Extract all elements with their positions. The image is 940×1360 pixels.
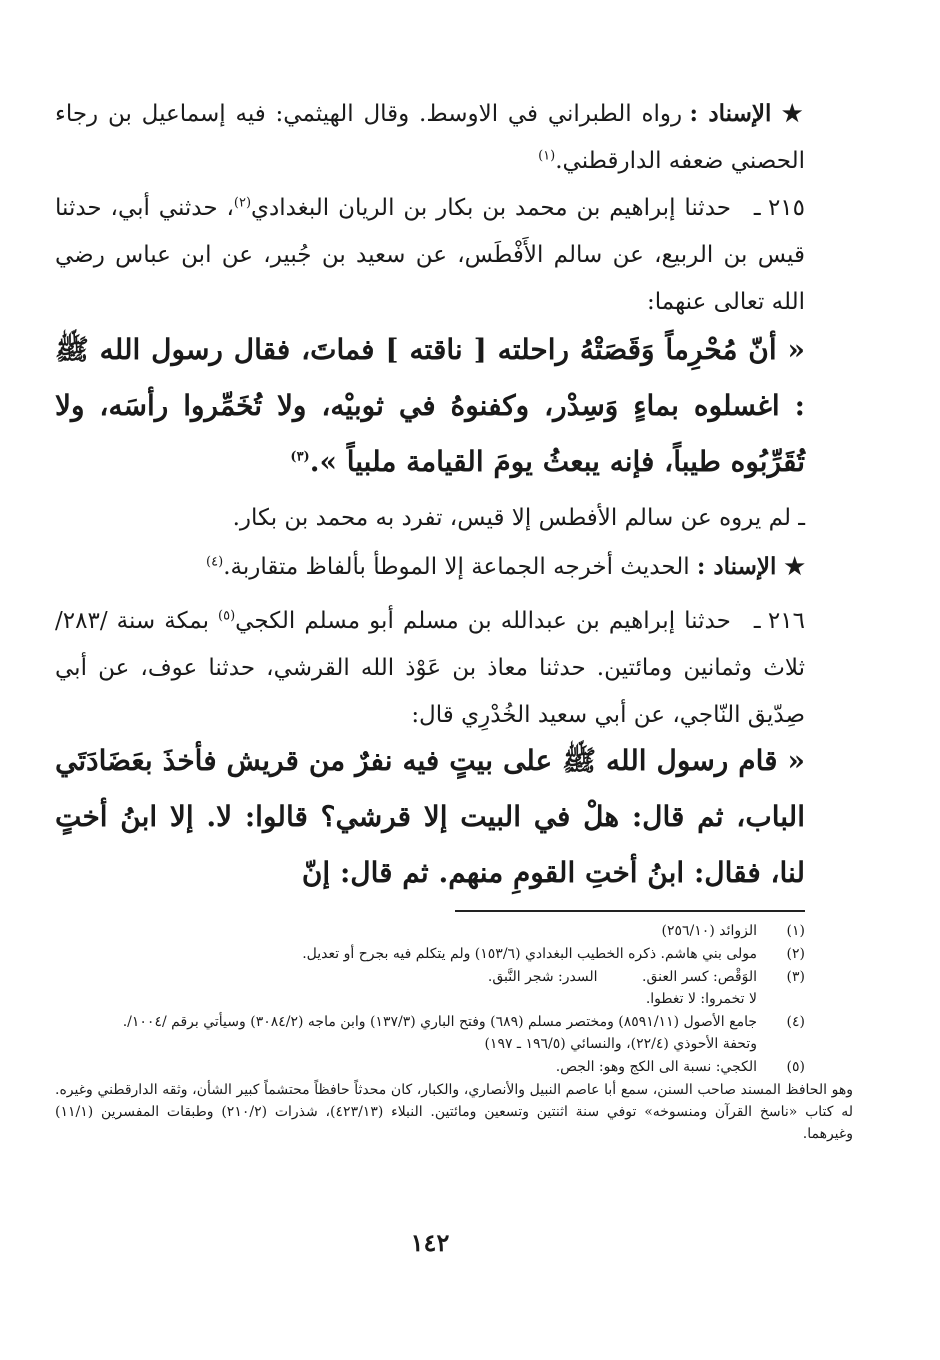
isnad-text: رواه الطبراني في الاوسط. وقال الهيثمي: فيه إسماعيل بن رجاء الحصني ضعفه الدارقطني.	[55, 101, 805, 174]
footnote-2	[55, 943, 805, 965]
hadith-216-chain-a: حدثنا إبراهيم بن عبدالله بن مسلم أبو مسلم الكجي	[235, 608, 740, 634]
book-page	[55, 0, 854, 1360]
footnote-line: مولى بني هاشم. ذكره الخطيب البغدادي (١٥٣/٦) ولم يتكلم فيه بجرح أو تعديل.	[302, 946, 757, 962]
footnote-1	[55, 920, 805, 942]
footnote-ref-3: (٣)	[290, 449, 310, 465]
footnote-ref-4: (٤)	[206, 554, 224, 570]
isnad-text-215: الحديث أخرجه الجماعة إلا الموطأ بألفاظ متقاربة.	[223, 554, 697, 580]
hadith-216-text: « قام رسول الله ﷺ على بيتٍ فيه نفرٌ من قريش فأخذَ بعَضَادَتَي الباب، ثم قال: هلْ في البيت إلا قرشي؟ قالوا: لا. إلا ابنُ أختٍ لنا، فقال: ابنُ أختِ القومِ منهم. ثم قال: إنّ	[55, 744, 805, 889]
footnote-separator	[455, 910, 805, 912]
hadith-216-chain	[55, 598, 805, 739]
page-number: ١٤٢	[410, 1228, 450, 1257]
footnote-line: لا تخمروا: لا تغطوا.	[645, 991, 757, 1007]
hadith-215-chain-a: حدثنا إبراهيم بن محمد بن بكار بن الريان البغدادي	[251, 195, 740, 221]
hadith-215-matn	[55, 322, 805, 490]
hadith-215-text: « أنّ مُحْرِماً وَقَصَتْهُ راحلته [ ناقته ] فماتَ، فقال رسول الله ﷺ : اغسلوه بماءٍ وَسِدْر، وكفنوهُ في ثوبيْه، ولا تُخَمِّروا رأسَه، ولا تُقَرِّبُوه طيباً، فإنه يبعثُ يومَ القيامة ملبياً ».	[55, 333, 805, 478]
footnote-4	[55, 1011, 805, 1055]
footnote-5-continued	[55, 1079, 853, 1145]
footnote-ref-1: (١)	[538, 148, 556, 164]
footnote-line: الوَقْص: كسر العنق. السدر: شجر النَّبق.	[487, 969, 757, 985]
isnad-label: ★ الإسناد :	[689, 100, 805, 127]
hadith-215-chain-b: ، حدثني أبي، حدثنا قيس بن الربيع، عن سالم الأَفْطَس، عن سعيد بن جُبير، عن ابن عباس رضي الله تعالى عنهما:	[55, 195, 805, 315]
hadith-number-215: ٢١٥ ـ	[753, 195, 806, 221]
hadith-215-chain	[55, 185, 805, 326]
footnote-number: (١)	[786, 923, 805, 939]
footnote-line: وهو الحافظ المسند صاحب السنن، سمع أبا عاصم النبيل والأنصاري، والكبار، كان محدثاً حافظاً محتشماً كبير الشأن، وثقه الدارقطني وغيره. له كتاب «ناسخ القرآن ومنسوخه» توفي سنة اثنتين وتسعين ومائتين. النبلاء (٤٢٣/١٣)، شذرات (٢١٠/٢) وطبقات المفسرين (١١/١) وغيرهما.	[55, 1082, 854, 1142]
footnote-5	[55, 1056, 805, 1078]
hadith-216-matn	[55, 733, 805, 901]
hadith-number-216: ٢١٦ ـ	[753, 608, 805, 634]
footnote-number: (٢)	[786, 946, 805, 962]
footnote-number: (٤)	[786, 1014, 805, 1030]
footnote-ref-2: (٢)	[233, 195, 252, 211]
footnote-3	[55, 966, 805, 1010]
hadith-215-note	[55, 495, 805, 542]
footnote-number: (٥)	[786, 1059, 805, 1075]
footnote-ref-5: (٥)	[218, 608, 236, 624]
footnote-line: الزوائد (٢٥٦/١٠)	[661, 923, 757, 939]
footnote-line: جامع الأصول (٨٥٩١/١١) ومختصر مسلم (٦٨٩) وفتح الباري (١٣٧/٣) وابن ماجه (٣٠٨٤/٢) وسيأتي برقم /١٠٠٤/.	[122, 1014, 757, 1030]
footnote-number: (٣)	[786, 969, 805, 985]
hadith-215-note-text: ـ لم يروه عن سالم الأفطس إلا قيس، تفرد به محمد بن بكار.	[232, 505, 805, 531]
footnotes	[55, 920, 854, 1146]
footnote-line: وتحفة الأحوذي (٢٢/٤)، والنسائي (١٩٦/٥ ـ ١٩٧)	[484, 1036, 757, 1052]
isnad-label-215: ★ الإسناد :	[696, 553, 805, 580]
isnad-paragraph-1	[55, 90, 805, 185]
hadith-216-chain-b: بمكة سنة /٢٨٣/ ثلاث وثمانين ومائتين. حدثنا معاذ بن عَوْذ الله القرشي، حدثنا عوف، عن أبي صِدّيق النّاجي، عن أبي سعيد الخُدْرِي قال:	[55, 608, 805, 728]
isnad-paragraph-215	[55, 543, 805, 591]
footnote-line: الكجي: نسبة الى الكج وهو: الجص.	[555, 1059, 757, 1075]
